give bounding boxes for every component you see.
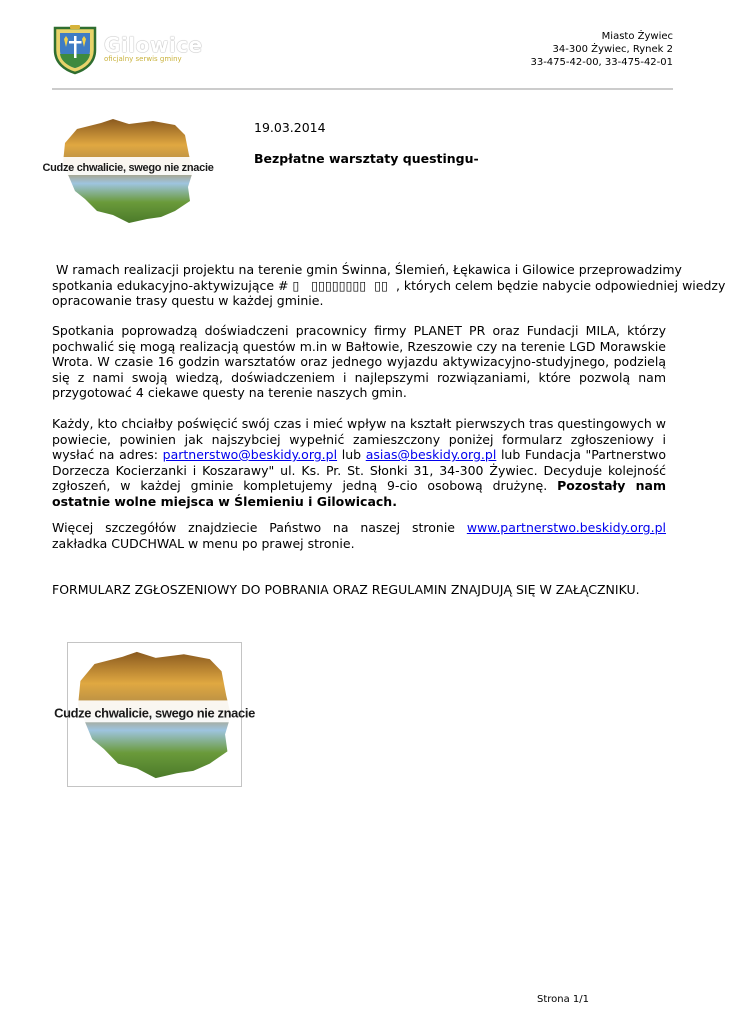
thumbnail-caption: Cudze chwalicie, swego nie znacie [42,162,214,174]
header-divider [52,88,673,90]
contact-city: Miasto Żywiec [601,31,673,42]
logo-tagline: oficjalny serwis gminy [104,55,182,63]
attachment-image[interactable] [54,642,255,787]
email-link-asias[interactable]: asias@beskidy.org.pl [365,447,497,462]
intro-line-1: W ramach realizacji projektu na terenie gmin Świnna, Ślemień, Łękawica i Gilowice przeprowadzimy [52,262,682,277]
registration-text-b: lub [337,447,366,462]
intro-line-2: spotkania edukacyjno-aktywizujące # ▯ ▯▯▯▯▯▯▯▯ ▯▯ , których celem będzie nabycie odpowiedniej wiedzy [52,277,726,293]
article-title: Bezpłatne warsztaty questingu- [254,151,479,166]
logo-wordmark: Gilowice [104,33,203,57]
paragraph-registration [52,416,666,509]
article-thumbnail [42,115,214,227]
registration-notice: Pozostały nam ostatnie wolne miejsca w Ślemieniu i Gilowicach. [52,478,666,509]
registration-text-a: Każdy, kto chciałby poświęcić swój czas i mieć wpływ na kształt pierwszych tras questingowych w powiecie, powinien jak najszybciej wypełnić zamieszczony poniżej formularz zgłoszeniowy i wysłać na adres: [52,416,666,462]
article-date: 19.03.2014 [254,120,326,135]
registration-text-c: lub Fundacja "Partnerstwo Dorzecza Kocierzanki i Koszarawy" ul. Ks. Pr. St. Słonki 31, 34-300 Żywiec. Decyduje kolejność zgłoszeń, w każdej gminie kompletujemy jedną 9-cio osobową drużynę. [52,447,666,493]
contact-info [530,30,673,69]
paragraph-more-info [52,520,666,551]
intro-line-3: opracowanie trasy questu w każdej gminie. [52,293,324,308]
gilowice-crest-icon [52,24,98,74]
website-link[interactable]: www.partnerstwo.beskidy.org.pl [466,520,666,535]
contact-address: 34-300 Żywiec, Rynek 2 [552,44,673,55]
more-info-text-b: zakładka CUDCHWAL w menu po prawej stronie. [52,535,355,551]
attachment-caption: Cudze chwalicie, swego nie znacie [54,705,255,721]
more-info-text-a: Więcej szczegółów znajdziecie Państwo na naszej stronie [52,520,467,535]
attachment-notice: FORMULARZ ZGŁOSZENIOWY DO POBRANIA ORAZ REGULAMIN ZNAJDUJĄ SIĘ W ZAŁĄCZNIKU. [52,582,640,597]
paragraph-intro [52,262,732,309]
contact-phones: 33-475-42-00, 33-475-42-01 [530,57,673,68]
email-link-partnerstwo[interactable]: partnerstwo@beskidy.org.pl [162,447,338,462]
page-number: Strona 1/1 [537,994,590,1005]
paragraph-trainers: Spotkania poprowadzą doświadczeni pracownicy firmy PLANET PR oraz Fundacji MILA, którzy pochwalić się mogą realizacją questów m.in w Bałtowie, Rzeszowie czy na terenie LGD Morawskie Wrota. W czasie 16 godzin warsztatów oraz jednego wyjazdu aktywizacyjno-studyjnego, podzielą się z nami swoją wiedzą, doświadczeniem i najlepszymi rozwiązaniami, które pozwolą nam przygotować 4 ciekawe questy na terenie naszych gmin. [52,323,666,400]
site-logo[interactable] [52,24,203,76]
